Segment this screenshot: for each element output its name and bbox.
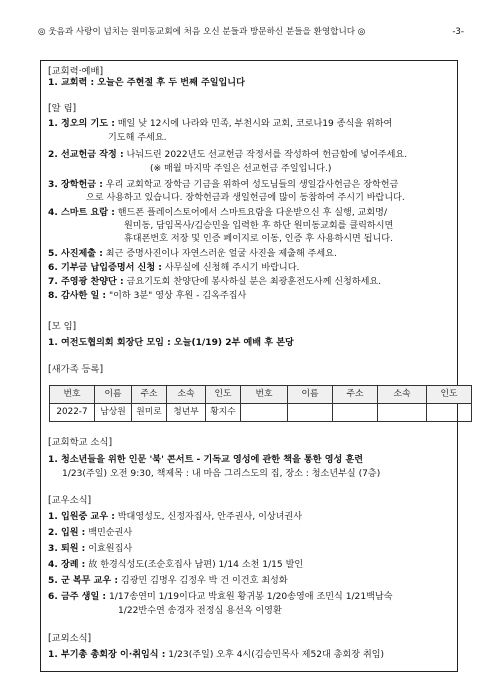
section-members: [교우소식] <box>48 495 92 506</box>
col-header: 이름 <box>288 386 333 404</box>
school-detail: 1/23(주일) 오전 9:30, 책제목 : 내 마음 그리스도의 집, 장소 : 청소년부실 (7층) <box>62 469 381 479</box>
notice-cont: 원미동, 담임목사/김승민을 입력한 후 하단 원미동교회를 클릭하시면 <box>124 221 394 231</box>
section-newfamily: [새가족 등록] <box>48 364 104 375</box>
table-cell: 황지수 <box>206 404 241 422</box>
section-meeting: [모 임] <box>48 321 77 332</box>
notice-item: 1. 정오의 기도 : 매일 낮 12시에 나라와 민족, 부천시와 교회, 코로나19 종식을 위하여 <box>48 119 393 129</box>
page-number: -3- <box>452 27 464 37</box>
external-item: 1. 부기총 총회장 이·취임식 : 1/23(주일) 오후 4시(김승민목사 제52대 총회장 취임) <box>48 650 385 660</box>
col-header: 인도 <box>206 386 241 404</box>
header-text: ◎ 웃음과 사랑이 넘치는 원미동교회에 처음 오신 분들과 방문하신 분들을 환영합니다 ◎ <box>38 27 366 37</box>
notice-cont: 으로 사용하고 있습니다. 장학헌금과 생일헌금에 많이 동참하여 주시기 바랍니다. <box>86 193 405 203</box>
table-cell: 2022-7 <box>50 404 95 422</box>
member-item: 5. 군 복무 교우 : 김광민 김명우 김정우 박 건 이건호 최성화 <box>48 576 288 586</box>
col-header: 번호 <box>241 386 288 404</box>
section-calendar: [교회력·예배] <box>48 66 104 77</box>
member-item: 3. 퇴원 : 이효원집사 <box>48 544 133 554</box>
newfamily-table <box>49 385 472 422</box>
member-item: 1. 입원중 교우 : 박대영성도, 신정자집사, 안주권사, 이상녀권사 <box>48 512 303 522</box>
section-school: [교회학교 소식] <box>48 437 113 448</box>
table-cell <box>333 404 378 422</box>
notice-cont: 휴대폰번호 저장 및 인증 페이지로 이동, 인증 후 사용하시면 됩니다. <box>124 234 393 244</box>
member-cont: 1/22반수연 송경자 전정심 용선옥 이영환 <box>118 606 282 616</box>
table-cell <box>427 404 472 422</box>
meeting-item: 1. 여전도협의회 회장단 모임 : 오늘(1/19) 2부 예배 후 본당 <box>48 338 294 348</box>
page-header <box>38 27 464 38</box>
member-item: 6. 금주 생일 : 1/17송연미 1/19이다교 박효원 황귀봉 1/20송영애 조민식 1/21백남숙 <box>48 592 393 602</box>
notice-item: 4. 스마트 요람 : 핸드폰 플레이스토어에서 스마트요람을 다운받으신 후 실행, 교회명/ <box>48 208 388 218</box>
col-header: 주소 <box>333 386 378 404</box>
table-cell: 청년부 <box>167 404 206 422</box>
table-cell <box>378 404 427 422</box>
notice-cont: 기도해 주세요. <box>108 133 167 143</box>
table-header-row <box>50 386 472 404</box>
table-cell <box>241 404 288 422</box>
col-header: 이름 <box>95 386 132 404</box>
col-header: 소속 <box>378 386 427 404</box>
calendar-item: 1. 교회력 : 오늘은 주현절 후 두 번째 주일입니다 <box>48 78 245 88</box>
notice-item: 8. 감사한 일 : "이하 3분" 영상 후원 - 김옥주집사 <box>48 291 247 301</box>
member-item: 4. 장례 : 故 한경식성도(조순호집사 남편) 1/14 소천 1/15 발인 <box>48 560 304 570</box>
table-cell <box>288 404 333 422</box>
section-notices: [알 림] <box>48 103 77 114</box>
notice-item: 6. 기부금 납입증명서 신청 : 사무실에 신청해 주시기 바랍니다. <box>48 263 300 273</box>
table-cell: 남상원 <box>95 404 132 422</box>
col-header: 번호 <box>50 386 95 404</box>
notice-item: 2. 선교헌금 작정 : 나눠드린 2022년도 선교헌금 작정서를 작성하여 헌금함에 넣어주세요. <box>48 150 408 160</box>
table-cell: 원미로 <box>132 404 167 422</box>
member-item: 2. 입원 : 백민순권사 <box>48 528 133 538</box>
col-header: 소속 <box>167 386 206 404</box>
notice-item: 3. 장학헌금 : 우리 교회학교 장학금 기금을 위하여 성도님들의 생일감사헌금은 장학헌금 <box>48 180 399 190</box>
section-external: [교외소식] <box>48 633 92 644</box>
col-header: 주소 <box>132 386 167 404</box>
notice-item: 7. 주영광 찬양단 : 금요기도회 찬양단에 봉사하실 분은 최광훈전도사께 신청하세요. <box>48 277 382 287</box>
col-header: 인도 <box>427 386 472 404</box>
school-title: 1. 청소년들을 위한 인문 '북' 콘서트 - 기독교 영성에 관한 책을 통한 영성 훈련 <box>48 455 364 465</box>
notice-cont: (※ 매월 마지막 주일은 선교헌금 주일입니다.) <box>150 164 332 174</box>
notice-item: 5. 사진제출 : 최근 증명사진이나 자연스러운 얼굴 사진을 제출해 주세요. <box>48 249 337 259</box>
table-row <box>50 404 472 422</box>
